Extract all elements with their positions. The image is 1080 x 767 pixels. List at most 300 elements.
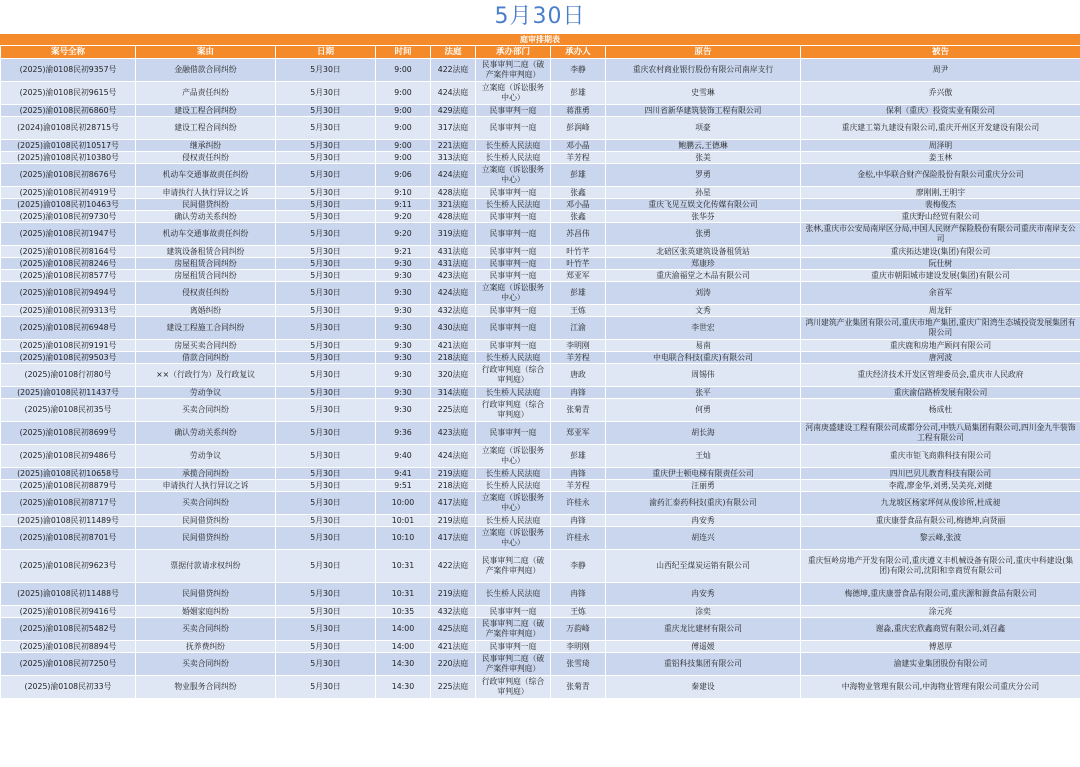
cell-judge: 江渝 bbox=[551, 317, 606, 340]
cell-court: 428法庭 bbox=[431, 211, 476, 223]
cell-case-number: (2025)渝0108民初9503号 bbox=[1, 352, 136, 364]
table-row bbox=[1, 676, 1080, 699]
cell-case-number: (2024)渝0108民初28715号 bbox=[1, 117, 136, 140]
cell-defendant: 张林,重庆市公安局南岸区分局,中国人民财产保险股份有限公司重庆市南岸支公司 bbox=[801, 223, 1080, 246]
cell-plaintiff: 王灿 bbox=[606, 445, 801, 468]
column-header-date: 日期 bbox=[276, 46, 376, 59]
cell-time: 9:00 bbox=[376, 140, 431, 152]
cell-cause: 物业服务合同纠纷 bbox=[136, 676, 276, 699]
cell-department: 长生桥人民法庭 bbox=[476, 480, 551, 492]
cell-cause: 房屋买卖合同纠纷 bbox=[136, 340, 276, 352]
cell-judge: 冉锋 bbox=[551, 468, 606, 480]
table-row bbox=[1, 187, 1080, 199]
cell-plaintiff: 四川省新华建筑装饰工程有限公司 bbox=[606, 105, 801, 117]
cell-defendant: 重庆经济技术开发区管理委员会,重庆市人民政府 bbox=[801, 364, 1080, 387]
cell-case-number: (2025)渝0108民初9730号 bbox=[1, 211, 136, 223]
cell-department: 立案庭（诉讼服务中心） bbox=[476, 445, 551, 468]
cell-date: 5月30日 bbox=[276, 164, 376, 187]
cell-date: 5月30日 bbox=[276, 399, 376, 422]
cell-date: 5月30日 bbox=[276, 82, 376, 105]
cell-defendant: 周尹 bbox=[801, 59, 1080, 82]
cell-judge: 羊芳程 bbox=[551, 152, 606, 164]
cell-case-number: (2025)渝0108民初11437号 bbox=[1, 387, 136, 399]
cell-court: 219法庭 bbox=[431, 515, 476, 527]
cell-date: 5月30日 bbox=[276, 583, 376, 606]
cell-department: 立案庭（诉讼服务中心） bbox=[476, 282, 551, 305]
table-row bbox=[1, 211, 1080, 223]
cell-plaintiff: 重庆伊士顿电梯有限责任公司 bbox=[606, 468, 801, 480]
cell-time: 9:30 bbox=[376, 387, 431, 399]
cell-case-number: (2025)渝0108民初8246号 bbox=[1, 258, 136, 270]
cell-department: 长生桥人民法庭 bbox=[476, 352, 551, 364]
cell-case-number: (2025)渝0108民初10658号 bbox=[1, 468, 136, 480]
cell-department: 长生桥人民法庭 bbox=[476, 152, 551, 164]
cell-court: 423法庭 bbox=[431, 422, 476, 445]
cell-defendant: 重庆渝信路桥发展有限公司 bbox=[801, 387, 1080, 399]
cell-date: 5月30日 bbox=[276, 305, 376, 317]
cell-case-number: (2025)渝0108民初10463号 bbox=[1, 199, 136, 211]
table-body bbox=[1, 59, 1080, 699]
column-header-defendant: 被告 bbox=[801, 46, 1080, 59]
cell-case-number: (2025)渝0108民初11489号 bbox=[1, 515, 136, 527]
cell-court: 417法庭 bbox=[431, 492, 476, 515]
cell-cause: 金融借款合同纠纷 bbox=[136, 59, 276, 82]
cell-cause: 民间借贷纠纷 bbox=[136, 583, 276, 606]
cell-court: 220法庭 bbox=[431, 653, 476, 676]
cell-time: 9:10 bbox=[376, 187, 431, 199]
cell-defendant: 李霞,廖金华,刘勇,吴美亮,刘健 bbox=[801, 480, 1080, 492]
cell-judge: 张鑫 bbox=[551, 211, 606, 223]
cell-plaintiff: 鲍鹏云,王德琳 bbox=[606, 140, 801, 152]
cell-judge: 李明刚 bbox=[551, 340, 606, 352]
cell-department: 民事审判二庭（破产案件审判庭） bbox=[476, 653, 551, 676]
cell-time: 9:30 bbox=[376, 352, 431, 364]
cell-date: 5月30日 bbox=[276, 223, 376, 246]
cell-case-number: (2025)渝0108民初9623号 bbox=[1, 550, 136, 583]
cell-department: 长生桥人民法庭 bbox=[476, 468, 551, 480]
table-row bbox=[1, 653, 1080, 676]
column-header-time: 时间 bbox=[376, 46, 431, 59]
cell-time: 9:20 bbox=[376, 223, 431, 246]
cell-case-number: (2025)渝0108民初11488号 bbox=[1, 583, 136, 606]
cell-case-number: (2025)渝0108民初8894号 bbox=[1, 641, 136, 653]
column-header-department: 承办部门 bbox=[476, 46, 551, 59]
table-row bbox=[1, 199, 1080, 211]
cell-plaintiff: 何勇 bbox=[606, 399, 801, 422]
cell-judge: 张雪琦 bbox=[551, 653, 606, 676]
cell-defendant: 重庆建工第九建设有限公司,重庆开州区开发建设有限公司 bbox=[801, 117, 1080, 140]
cell-plaintiff: 胡连兴 bbox=[606, 527, 801, 550]
cell-plaintiff: 张平 bbox=[606, 387, 801, 399]
cell-judge: 万韵峰 bbox=[551, 618, 606, 641]
cell-time: 9:30 bbox=[376, 399, 431, 422]
cell-plaintiff: 冉安秀 bbox=[606, 515, 801, 527]
cell-time: 10:01 bbox=[376, 515, 431, 527]
cell-defendant: 涂元亮 bbox=[801, 606, 1080, 618]
cell-date: 5月30日 bbox=[276, 199, 376, 211]
cell-date: 5月30日 bbox=[276, 480, 376, 492]
cell-department: 立案庭（诉讼服务中心） bbox=[476, 492, 551, 515]
cell-date: 5月30日 bbox=[276, 364, 376, 387]
cell-cause: 劳动争议 bbox=[136, 387, 276, 399]
cell-defendant: 九龙坡区杨家坪何从俊诊所,杜成昶 bbox=[801, 492, 1080, 515]
cell-plaintiff: 渝药汇泰药科技(重庆)有限公司 bbox=[606, 492, 801, 515]
cell-judge: 蒋淮勇 bbox=[551, 105, 606, 117]
cell-date: 5月30日 bbox=[276, 606, 376, 618]
cell-court: 422法庭 bbox=[431, 550, 476, 583]
cell-cause: 继承纠纷 bbox=[136, 140, 276, 152]
cell-court: 421法庭 bbox=[431, 641, 476, 653]
cell-department: 民事审判二庭（破产案件审判庭） bbox=[476, 618, 551, 641]
cell-date: 5月30日 bbox=[276, 653, 376, 676]
cell-plaintiff: 重庆渝福堂之木品有限公司 bbox=[606, 270, 801, 282]
table-row bbox=[1, 618, 1080, 641]
cell-court: 424法庭 bbox=[431, 164, 476, 187]
cell-plaintiff: 张美 bbox=[606, 152, 801, 164]
cell-judge: 彭雄 bbox=[551, 282, 606, 305]
cell-time: 9:41 bbox=[376, 468, 431, 480]
table-row bbox=[1, 305, 1080, 317]
cell-date: 5月30日 bbox=[276, 641, 376, 653]
cell-cause: 申请执行人执行异议之诉 bbox=[136, 480, 276, 492]
cell-date: 5月30日 bbox=[276, 352, 376, 364]
cell-judge: 许桂永 bbox=[551, 527, 606, 550]
cell-cause: 建设工程合同纠纷 bbox=[136, 105, 276, 117]
cell-court: 425法庭 bbox=[431, 618, 476, 641]
cell-plaintiff: 汪丽勇 bbox=[606, 480, 801, 492]
cell-judge: 郑亚军 bbox=[551, 270, 606, 282]
column-header-case-number: 案号全称 bbox=[1, 46, 136, 59]
cell-cause: 建设工程合同纠纷 bbox=[136, 117, 276, 140]
cell-case-number: (2025)渝0108民初6948号 bbox=[1, 317, 136, 340]
cell-department: 长生桥人民法庭 bbox=[476, 387, 551, 399]
cell-judge: 张鑫 bbox=[551, 187, 606, 199]
cell-department: 民事审判一庭 bbox=[476, 258, 551, 270]
cell-time: 9:20 bbox=[376, 211, 431, 223]
table-row bbox=[1, 59, 1080, 82]
cell-date: 5月30日 bbox=[276, 246, 376, 258]
cell-plaintiff: 北碚区张英建筑设备租赁站 bbox=[606, 246, 801, 258]
cell-court: 221法庭 bbox=[431, 140, 476, 152]
cell-department: 民事审判一庭 bbox=[476, 340, 551, 352]
table-row bbox=[1, 515, 1080, 527]
cell-judge: 李明刚 bbox=[551, 641, 606, 653]
cell-department: 民事审判一庭 bbox=[476, 211, 551, 223]
cell-judge: 彭雄 bbox=[551, 445, 606, 468]
cell-department: 民事审判一庭 bbox=[476, 270, 551, 282]
cell-case-number: (2025)渝0108民初8676号 bbox=[1, 164, 136, 187]
cell-date: 5月30日 bbox=[276, 422, 376, 445]
cell-cause: 买卖合同纠纷 bbox=[136, 618, 276, 641]
cell-case-number: (2025)渝0108民初9357号 bbox=[1, 59, 136, 82]
cell-defendant: 廖刚刚,王明宇 bbox=[801, 187, 1080, 199]
table-row bbox=[1, 606, 1080, 618]
cell-plaintiff: 郑康珍 bbox=[606, 258, 801, 270]
cell-date: 5月30日 bbox=[276, 105, 376, 117]
cell-court: 423法庭 bbox=[431, 270, 476, 282]
cell-court: 429法庭 bbox=[431, 105, 476, 117]
cell-court: 424法庭 bbox=[431, 445, 476, 468]
cell-department: 长生桥人民法庭 bbox=[476, 199, 551, 211]
cell-defendant: 余首军 bbox=[801, 282, 1080, 305]
cell-court: 218法庭 bbox=[431, 352, 476, 364]
cell-plaintiff: 张华芬 bbox=[606, 211, 801, 223]
header-row bbox=[1, 46, 1080, 59]
cell-time: 9:00 bbox=[376, 82, 431, 105]
table-row bbox=[1, 352, 1080, 364]
cell-time: 10:00 bbox=[376, 492, 431, 515]
cell-plaintiff: 刘涛 bbox=[606, 282, 801, 305]
cell-judge: 王炼 bbox=[551, 305, 606, 317]
cell-department: 民事审判一庭 bbox=[476, 305, 551, 317]
cell-cause: 建设工程施工合同纠纷 bbox=[136, 317, 276, 340]
cell-time: 9:06 bbox=[376, 164, 431, 187]
cell-department: 民事审判一庭 bbox=[476, 246, 551, 258]
table-banner: 庭审排期表 bbox=[0, 34, 1080, 45]
table-row bbox=[1, 422, 1080, 445]
cell-department: 民事审判一庭 bbox=[476, 187, 551, 199]
cell-time: 10:31 bbox=[376, 583, 431, 606]
cell-court: 219法庭 bbox=[431, 468, 476, 480]
cell-date: 5月30日 bbox=[276, 527, 376, 550]
cell-time: 9:30 bbox=[376, 317, 431, 340]
table-row bbox=[1, 105, 1080, 117]
cell-cause: 离婚纠纷 bbox=[136, 305, 276, 317]
cell-cause: 机动车交通事故责任纠纷 bbox=[136, 164, 276, 187]
cell-plaintiff: 重铝科技集团有限公司 bbox=[606, 653, 801, 676]
table-row bbox=[1, 387, 1080, 399]
cell-defendant: 中海物业管理有限公司,中海物业管理有限公司重庆分公司 bbox=[801, 676, 1080, 699]
cell-court: 417法庭 bbox=[431, 527, 476, 550]
cell-case-number: (2025)渝0108民初9615号 bbox=[1, 82, 136, 105]
table-row bbox=[1, 492, 1080, 515]
table-row bbox=[1, 258, 1080, 270]
cell-defendant: 重庆野山经贸有限公司 bbox=[801, 211, 1080, 223]
cell-judge: 苏昌伟 bbox=[551, 223, 606, 246]
cell-time: 9:40 bbox=[376, 445, 431, 468]
cell-department: 行政审判庭（综合审判庭） bbox=[476, 676, 551, 699]
cell-case-number: (2025)渝0108民初9313号 bbox=[1, 305, 136, 317]
cell-date: 5月30日 bbox=[276, 515, 376, 527]
cell-date: 5月30日 bbox=[276, 140, 376, 152]
table-row bbox=[1, 282, 1080, 305]
cell-defendant: 谢淼,重庆宏欣鑫商贸有限公司,刘召鑫 bbox=[801, 618, 1080, 641]
cell-case-number: (2025)渝0108民初7250号 bbox=[1, 653, 136, 676]
cell-judge: 李静 bbox=[551, 550, 606, 583]
cell-date: 5月30日 bbox=[276, 211, 376, 223]
cell-judge: 邓小晶 bbox=[551, 199, 606, 211]
cell-case-number: (2025)渝0108民初6860号 bbox=[1, 105, 136, 117]
cell-court: 317法庭 bbox=[431, 117, 476, 140]
cell-department: 民事审判一庭 bbox=[476, 422, 551, 445]
cell-time: 10:10 bbox=[376, 527, 431, 550]
cell-plaintiff: 秦建设 bbox=[606, 676, 801, 699]
cell-defendant: 阮仕树 bbox=[801, 258, 1080, 270]
cell-cause: 侵权责任纠纷 bbox=[136, 282, 276, 305]
schedule-table bbox=[0, 45, 1080, 699]
cell-time: 9:00 bbox=[376, 59, 431, 82]
cell-case-number: (2025)渝0108民初1947号 bbox=[1, 223, 136, 246]
cell-date: 5月30日 bbox=[276, 152, 376, 164]
cell-case-number: (2025)渝0108民初5482号 bbox=[1, 618, 136, 641]
cell-court: 431法庭 bbox=[431, 258, 476, 270]
column-header-judge: 承办人 bbox=[551, 46, 606, 59]
cell-court: 218法庭 bbox=[431, 480, 476, 492]
cell-time: 10:31 bbox=[376, 550, 431, 583]
cell-time: 9:11 bbox=[376, 199, 431, 211]
cell-plaintiff: 重庆龙比建材有限公司 bbox=[606, 618, 801, 641]
cell-case-number: (2025)渝0108民初8879号 bbox=[1, 480, 136, 492]
cell-case-number: (2025)渝0108民初9191号 bbox=[1, 340, 136, 352]
cell-defendant: 黎云峰,张波 bbox=[801, 527, 1080, 550]
cell-time: 9:30 bbox=[376, 270, 431, 282]
cell-court: 219法庭 bbox=[431, 583, 476, 606]
cell-court: 428法庭 bbox=[431, 187, 476, 199]
cell-judge: 叶竹芊 bbox=[551, 258, 606, 270]
cell-defendant: 重庆恒岭房地产开发有限公司,重庆遵义丰机械设备有限公司,重庆中科建设(集团)有限公司,沈阳和幸商贸有限公司 bbox=[801, 550, 1080, 583]
cell-defendant: 周泽明 bbox=[801, 140, 1080, 152]
cell-cause: 抚养费纠纷 bbox=[136, 641, 276, 653]
cell-department: 长生桥人民法庭 bbox=[476, 140, 551, 152]
column-header-plaintiff: 原告 bbox=[606, 46, 801, 59]
cell-defendant: 唐河波 bbox=[801, 352, 1080, 364]
cell-department: 长生桥人民法庭 bbox=[476, 583, 551, 606]
cell-time: 9:00 bbox=[376, 152, 431, 164]
cell-department: 民事审判一庭 bbox=[476, 105, 551, 117]
cell-plaintiff: 李世宏 bbox=[606, 317, 801, 340]
cell-defendant: 重庆市钜飞商鼎科技有限公司 bbox=[801, 445, 1080, 468]
cell-cause: 确认劳动关系纠纷 bbox=[136, 211, 276, 223]
cell-cause: 买卖合同纠纷 bbox=[136, 653, 276, 676]
cell-judge: 羊芳程 bbox=[551, 352, 606, 364]
cell-time: 14:00 bbox=[376, 641, 431, 653]
cell-time: 9:30 bbox=[376, 282, 431, 305]
table-row bbox=[1, 527, 1080, 550]
cell-case-number: (2025)渝0108民初33号 bbox=[1, 676, 136, 699]
cell-plaintiff: 项豪 bbox=[606, 117, 801, 140]
cell-judge: 冉锋 bbox=[551, 387, 606, 399]
cell-date: 5月30日 bbox=[276, 387, 376, 399]
cell-plaintiff: 罗勇 bbox=[606, 164, 801, 187]
cell-case-number: (2025)渝0108民初8577号 bbox=[1, 270, 136, 282]
cell-plaintiff: 张勇 bbox=[606, 223, 801, 246]
cell-time: 10:35 bbox=[376, 606, 431, 618]
cell-defendant: 保利（重庆）投资实业有限公司 bbox=[801, 105, 1080, 117]
table-row bbox=[1, 223, 1080, 246]
cell-time: 9:30 bbox=[376, 305, 431, 317]
cell-defendant: 傅恩厚 bbox=[801, 641, 1080, 653]
cell-cause: 承揽合同纠纷 bbox=[136, 468, 276, 480]
cell-cause: 申请执行人执行异议之诉 bbox=[136, 187, 276, 199]
cell-department: 立案庭（诉讼服务中心） bbox=[476, 82, 551, 105]
cell-plaintiff: 中电联合科技(重庆)有限公司 bbox=[606, 352, 801, 364]
cell-cause: 民间借贷纠纷 bbox=[136, 199, 276, 211]
cell-court: 225法庭 bbox=[431, 676, 476, 699]
cell-judge: 羊芳程 bbox=[551, 480, 606, 492]
cell-judge: 叶竹芊 bbox=[551, 246, 606, 258]
cell-date: 5月30日 bbox=[276, 270, 376, 282]
cell-time: 14:30 bbox=[376, 653, 431, 676]
column-header-cause: 案由 bbox=[136, 46, 276, 59]
cell-case-number: (2025)渝0108民初9486号 bbox=[1, 445, 136, 468]
cell-judge: 张菊青 bbox=[551, 399, 606, 422]
cell-plaintiff: 史雪琳 bbox=[606, 82, 801, 105]
cell-department: 民事审判一庭 bbox=[476, 317, 551, 340]
cell-time: 14:00 bbox=[376, 618, 431, 641]
cell-defendant: 杨成杜 bbox=[801, 399, 1080, 422]
cell-department: 民事审判一庭 bbox=[476, 606, 551, 618]
cell-time: 9:30 bbox=[376, 340, 431, 352]
table-row bbox=[1, 317, 1080, 340]
cell-defendant: 金松,中华联合财产保险股份有限公司重庆分公司 bbox=[801, 164, 1080, 187]
cell-date: 5月30日 bbox=[276, 676, 376, 699]
cell-plaintiff: 胡长海 bbox=[606, 422, 801, 445]
cell-case-number: (2025)渝0108民初10380号 bbox=[1, 152, 136, 164]
cell-department: 行政审判庭（综合审判庭） bbox=[476, 364, 551, 387]
cell-department: 立案庭（诉讼服务中心） bbox=[476, 527, 551, 550]
cell-date: 5月30日 bbox=[276, 468, 376, 480]
cell-date: 5月30日 bbox=[276, 282, 376, 305]
table-row bbox=[1, 550, 1080, 583]
cell-date: 5月30日 bbox=[276, 59, 376, 82]
cell-date: 5月30日 bbox=[276, 258, 376, 270]
cell-time: 9:51 bbox=[376, 480, 431, 492]
cell-time: 9:21 bbox=[376, 246, 431, 258]
cell-plaintiff: 周锡伟 bbox=[606, 364, 801, 387]
cell-department: 立案庭（诉讼服务中心） bbox=[476, 164, 551, 187]
cell-date: 5月30日 bbox=[276, 492, 376, 515]
cell-case-number: (2025)渝0108民初9494号 bbox=[1, 282, 136, 305]
cell-date: 5月30日 bbox=[276, 550, 376, 583]
table-row bbox=[1, 480, 1080, 492]
cell-case-number: (2025)渝0108行初80号 bbox=[1, 364, 136, 387]
cell-time: 9:36 bbox=[376, 422, 431, 445]
cell-cause: 买卖合同纠纷 bbox=[136, 492, 276, 515]
cell-defendant: 裴梅俊杰 bbox=[801, 199, 1080, 211]
cell-court: 313法庭 bbox=[431, 152, 476, 164]
table-row bbox=[1, 270, 1080, 282]
cell-time: 9:00 bbox=[376, 105, 431, 117]
cell-court: 432法庭 bbox=[431, 606, 476, 618]
cell-defendant: 乔兴傲 bbox=[801, 82, 1080, 105]
cell-cause: 借款合同纠纷 bbox=[136, 352, 276, 364]
cell-department: 长生桥人民法庭 bbox=[476, 515, 551, 527]
cell-cause: 房屋租赁合同纠纷 bbox=[136, 270, 276, 282]
table-row bbox=[1, 583, 1080, 606]
table-row bbox=[1, 140, 1080, 152]
cell-judge: 彭润峰 bbox=[551, 117, 606, 140]
cell-court: 319法庭 bbox=[431, 223, 476, 246]
cell-time: 9:30 bbox=[376, 364, 431, 387]
cell-case-number: (2025)渝0108民初10517号 bbox=[1, 140, 136, 152]
cell-judge: 邓小晶 bbox=[551, 140, 606, 152]
cell-case-number: (2025)渝0108民初8717号 bbox=[1, 492, 136, 515]
cell-date: 5月30日 bbox=[276, 317, 376, 340]
cell-case-number: (2025)渝0108民初4919号 bbox=[1, 187, 136, 199]
cell-department: 民事审判二庭（破产案件审判庭） bbox=[476, 59, 551, 82]
cell-plaintiff: 山西纪至煤炭运销有限公司 bbox=[606, 550, 801, 583]
cell-judge: 彭雄 bbox=[551, 164, 606, 187]
table-row bbox=[1, 364, 1080, 387]
cell-cause: 确认劳动关系纠纷 bbox=[136, 422, 276, 445]
cell-case-number: (2025)渝0108民初35号 bbox=[1, 399, 136, 422]
cell-plaintiff: 文秀 bbox=[606, 305, 801, 317]
cell-plaintiff: 重庆农村商业银行股份有限公司南岸支行 bbox=[606, 59, 801, 82]
cell-defendant: 重庆拓达建设(集团)有限公司 bbox=[801, 246, 1080, 258]
cell-plaintiff: 孙星 bbox=[606, 187, 801, 199]
cell-department: 民事审判二庭（破产案件审判庭） bbox=[476, 550, 551, 583]
cell-case-number: (2025)渝0108民初8164号 bbox=[1, 246, 136, 258]
